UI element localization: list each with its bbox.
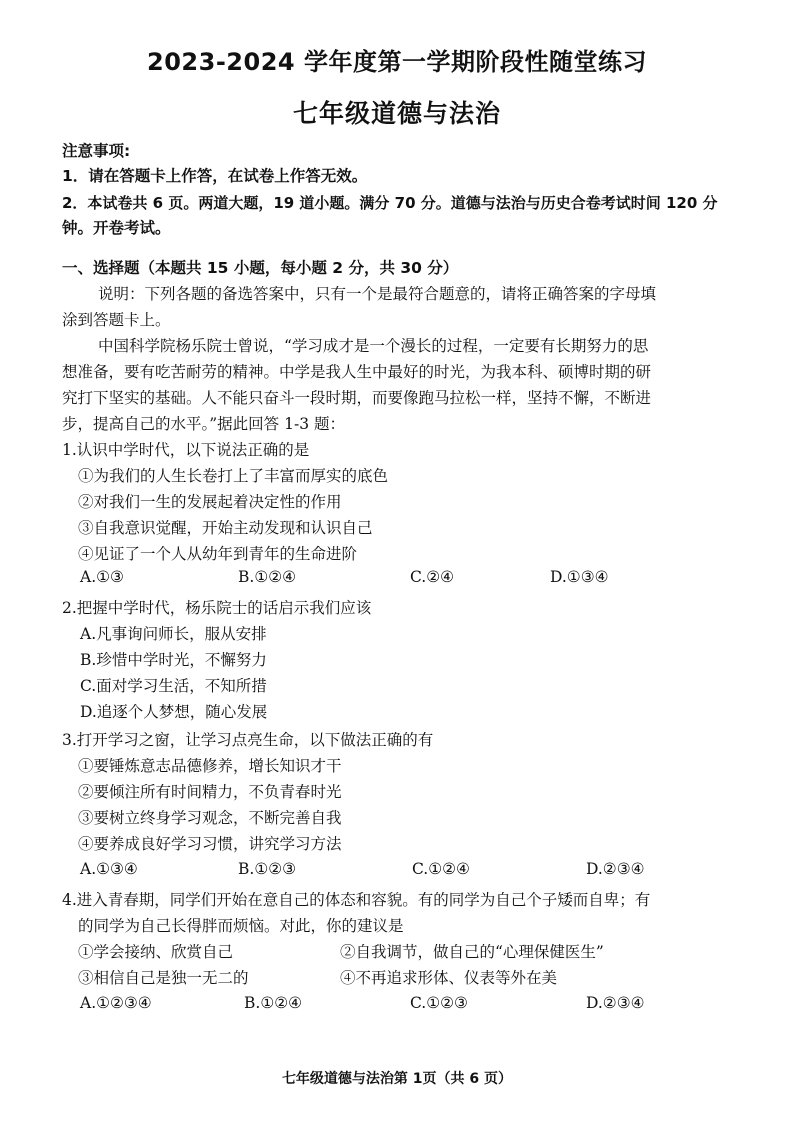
section-1-heading: 一、选择题（本题共 15 小题，每小题 2 分，共 30 分） bbox=[62, 259, 459, 277]
question-3-choice-c[interactable]: C.①②④ bbox=[412, 860, 470, 878]
passage-line-2: 想准备，要有吃苦耐劳的精神。中学是我人生中最好的时光，为我本科、硕博时期的研 bbox=[62, 363, 652, 381]
question-1-item-4: ④见证了一个人从幼年到青年的生命进阶 bbox=[78, 545, 358, 563]
question-4-item-3: ③相信自己是独一无二的 bbox=[78, 969, 249, 987]
question-2-choice-b[interactable]: B.珍惜中学时光，不懈努力 bbox=[80, 651, 267, 669]
passage-line-3: 究打下坚实的基础。人不能只奋斗一段时期，而要像跑马拉松一样，坚持不懈，不断进 bbox=[62, 389, 652, 407]
question-1-choice-c[interactable]: C.②④ bbox=[410, 568, 455, 586]
question-1-item-1: ①为我们的人生长卷打上了丰富而厚实的底色 bbox=[78, 467, 389, 485]
question-4-item-2: ②自我调节，做自己的“心理保健医生” bbox=[340, 943, 604, 961]
question-4-choice-d[interactable]: D.②③④ bbox=[586, 994, 645, 1012]
question-3-stem: 3.打开学习之窗，让学习点亮生命，以下做法正确的有 bbox=[62, 731, 434, 749]
question-2-stem: 2.把握中学时代，杨乐院士的话启示我们应该 bbox=[62, 599, 372, 617]
question-3-choice-a[interactable]: A.①③④ bbox=[80, 860, 138, 878]
question-3-choice-b[interactable]: B.①②③ bbox=[238, 860, 297, 878]
instruction-line-1: 说明：下列各题的备选答案中，只有一个是最符合题意的，请将正确答案的字母填 bbox=[98, 285, 657, 303]
question-4-item-1: ①学会接纳、欣赏自己 bbox=[78, 943, 234, 961]
question-3-choice-d[interactable]: D.②③④ bbox=[586, 860, 645, 878]
question-4-choice-a[interactable]: A.①②③④ bbox=[80, 994, 152, 1012]
question-2-choice-c[interactable]: C.面对学习生活，不知所措 bbox=[80, 677, 267, 695]
question-1-choice-b[interactable]: B.①②④ bbox=[238, 568, 297, 586]
notice-heading: 注意事项: bbox=[62, 142, 131, 160]
instruction-line-2: 涂到答题卡上。 bbox=[62, 311, 171, 329]
question-1-choice-d[interactable]: D.①③④ bbox=[550, 568, 609, 586]
subject-title: 七年级道德与法治 bbox=[292, 99, 501, 128]
notice-item-2-line-1: 2．本试卷共 6 页。两道大题，19 道小题。满分 70 分。道德与法治与历史合卷考试时间 120 分 bbox=[62, 194, 718, 212]
notice-item-1: 1．请在答题卡上作答，在试卷上作答无效。 bbox=[62, 167, 368, 185]
page-footer: 七年级道德与法治第 1页（共 6 页） bbox=[281, 1071, 513, 1087]
question-3-item-3: ③要树立终身学习观念，不断完善自我 bbox=[78, 809, 342, 827]
passage-line-4: 步，提高自己的水平。”据此回答 1-3 题： bbox=[62, 415, 345, 433]
question-1-stem: 1.认识中学时代，以下说法正确的是 bbox=[62, 441, 310, 459]
question-3-item-4: ④要养成良好学习习惯，讲究学习方法 bbox=[78, 835, 342, 853]
question-1-item-3: ③自我意识觉醒，开始主动发现和认识自己 bbox=[78, 519, 373, 537]
question-3-item-1: ①要锤炼意志品德修养，增长知识才干 bbox=[78, 757, 342, 775]
exam-title: 2023-2024 学年度第一学期阶段性随堂练习 bbox=[147, 48, 647, 76]
question-4-stem-line-2: 的同学为自己长得胖而烦恼。对此，你的建议是 bbox=[78, 917, 404, 935]
question-4-item-4: ④不再追求形体、仪表等外在美 bbox=[340, 969, 558, 987]
question-4-choice-c[interactable]: C.①②③ bbox=[410, 994, 468, 1012]
question-2-choice-a[interactable]: A.凡事询问师长，服从安排 bbox=[80, 625, 267, 643]
question-4-choice-b[interactable]: B.①②④ bbox=[244, 994, 303, 1012]
question-1-item-2: ②对我们一生的发展起着决定性的作用 bbox=[78, 493, 342, 511]
question-4-stem-line-1: 4.进入青春期，同学们开始在意自己的体态和容貌。有的同学为自己个子矮而自卑；有 bbox=[62, 891, 651, 909]
question-1-choice-a[interactable]: A.①③ bbox=[80, 568, 124, 586]
notice-item-2-line-2: 钟。开卷考试。 bbox=[62, 219, 171, 237]
passage-line-1: 中国科学院杨乐院士曾说，“学习成才是一个漫长的过程，一定要有长期努力的思 bbox=[98, 337, 649, 355]
question-2-choice-d[interactable]: D.追逐个人梦想，随心发展 bbox=[80, 703, 268, 721]
question-3-item-2: ②要倾注所有时间精力，不负青春时光 bbox=[78, 783, 342, 801]
